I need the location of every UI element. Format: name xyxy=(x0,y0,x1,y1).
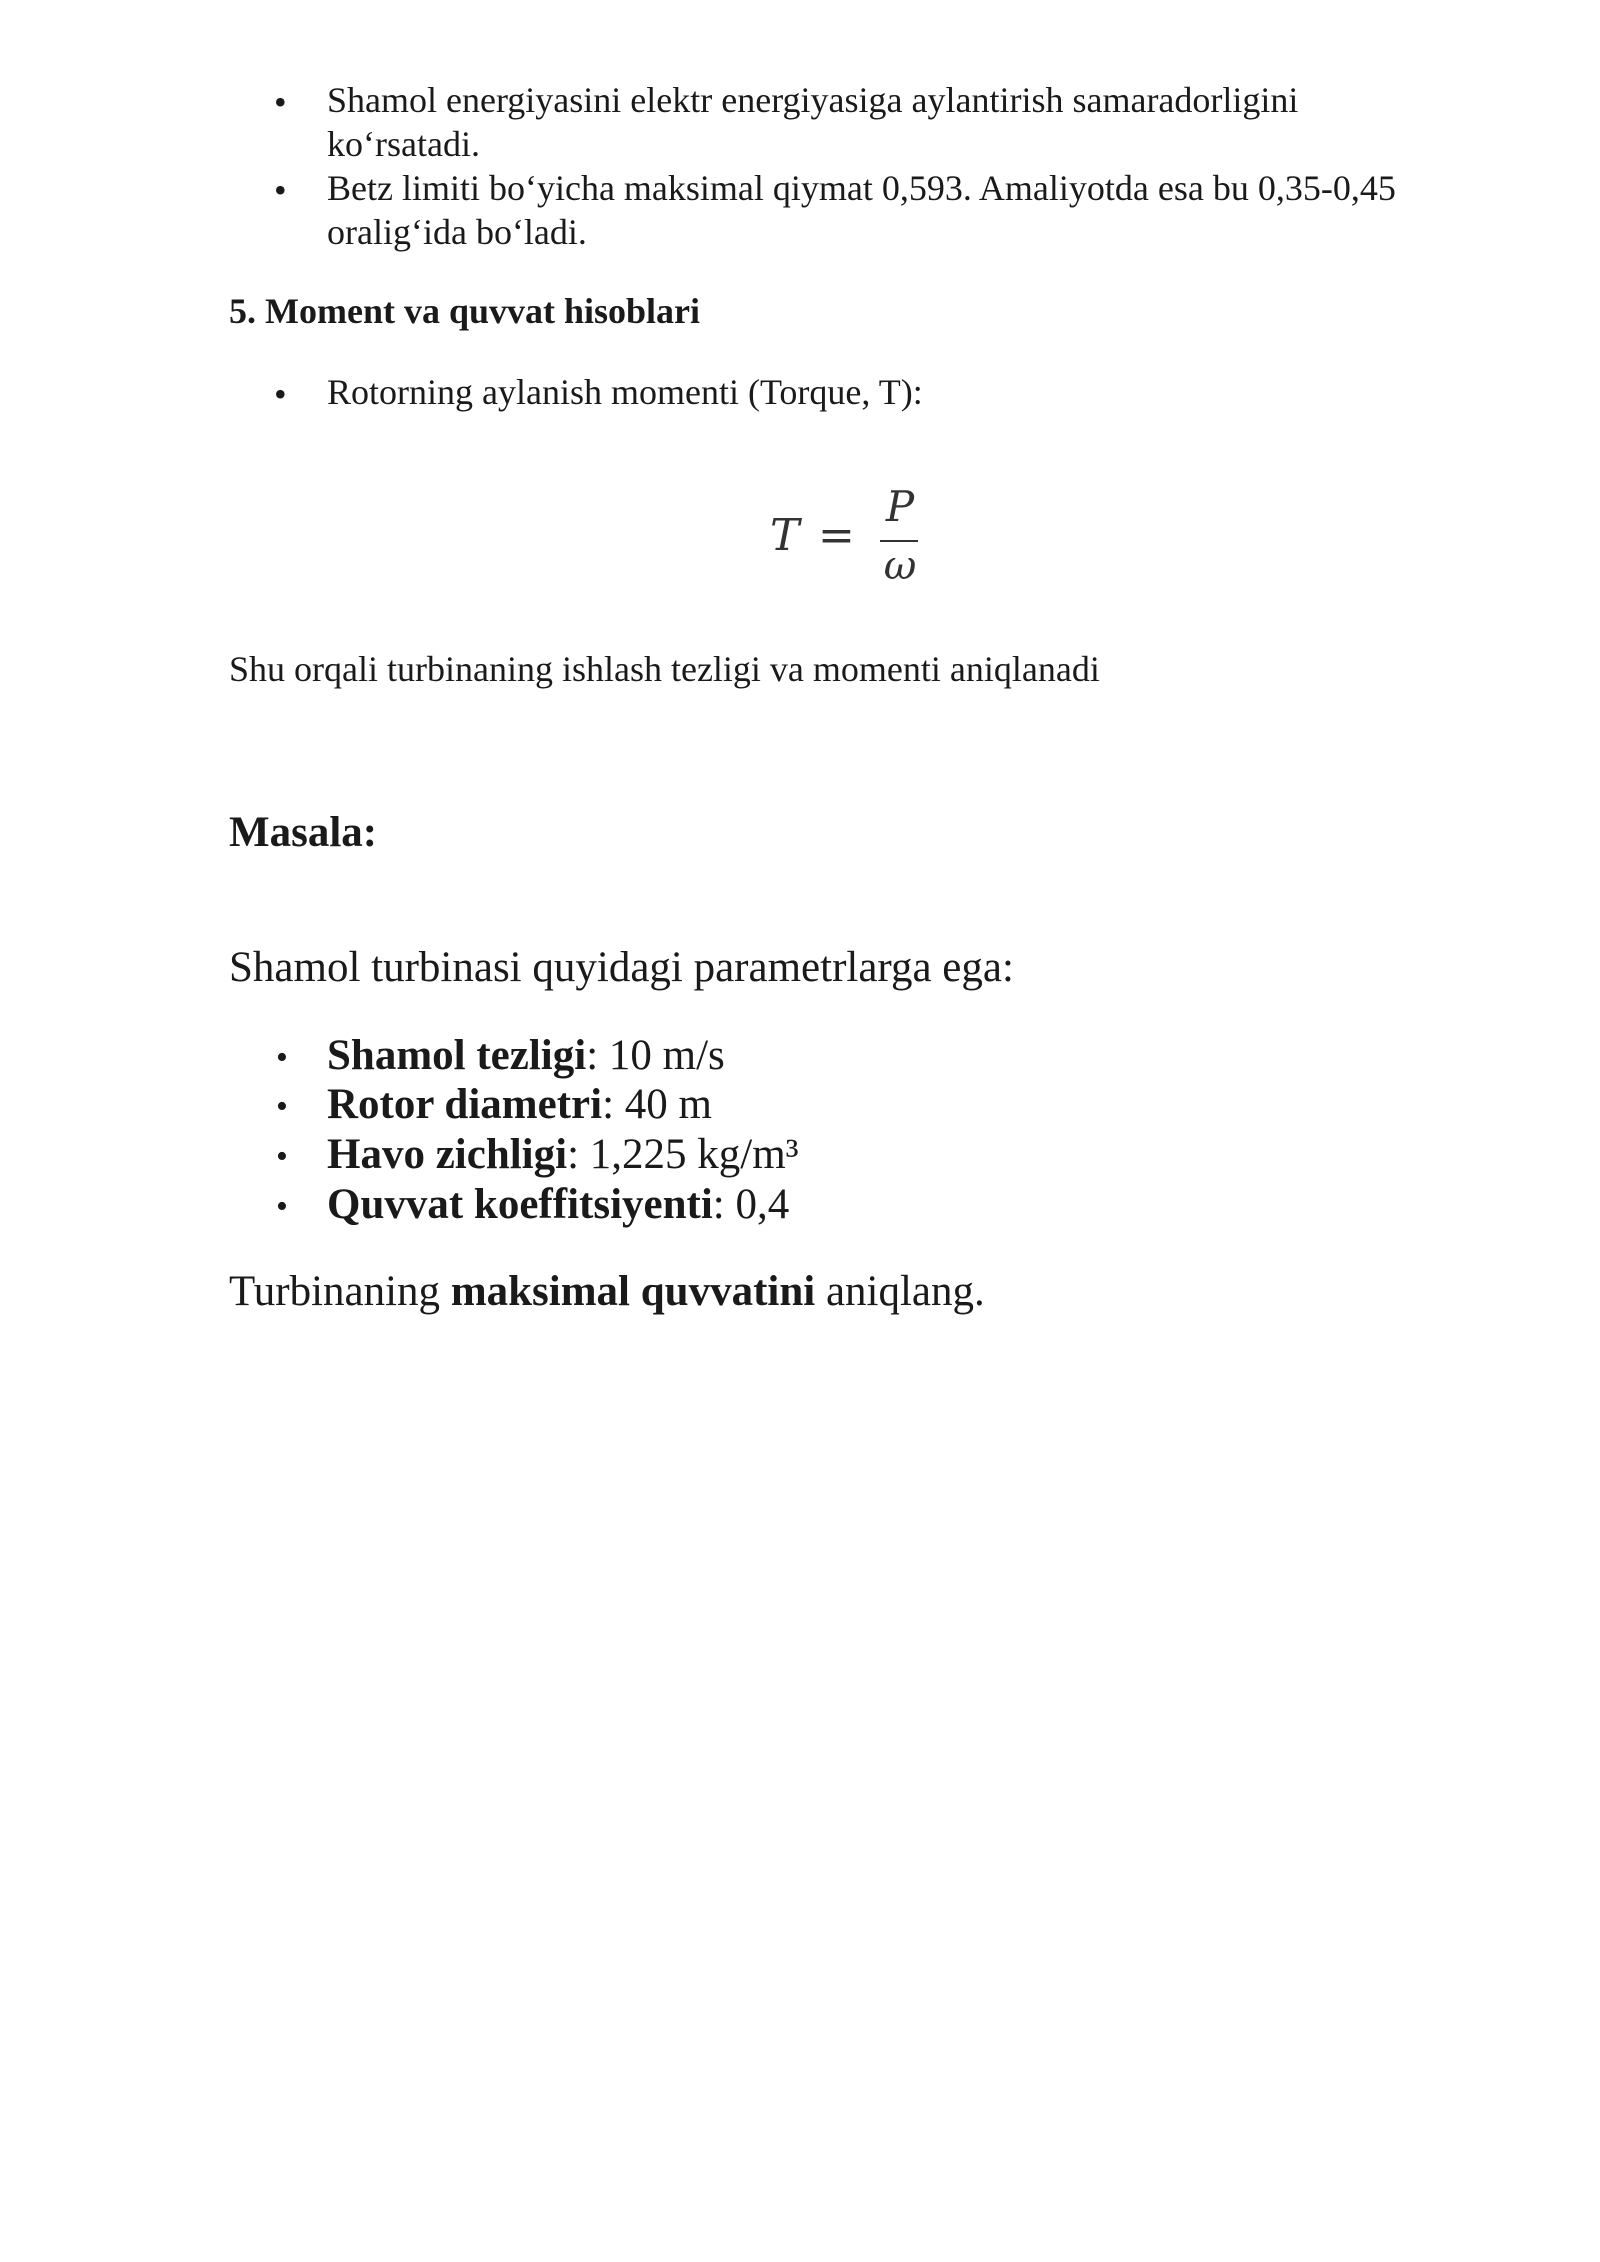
intro-bullet-2-line2: oralig‘ida bo‘ladi. xyxy=(327,212,587,252)
param-label: Shamol tezligi xyxy=(327,1032,587,1079)
formula-numerator: P xyxy=(885,482,915,531)
section-title: 5. Moment va quvvat hisoblari xyxy=(229,291,701,331)
param-item xyxy=(327,1180,789,1230)
intro-bullet-2-line1: Betz limiti bo‘yicha maksimal qiymat 0,593. Amaliyotda esa bu 0,35-0,45 xyxy=(327,168,1396,208)
intro-bullet-1-line1: Shamol energiyasini elektr energiyasiga aylantirish samaradorligini xyxy=(327,80,1299,120)
param-item xyxy=(327,1130,799,1180)
param-label: Quvvat koeffitsiyenti xyxy=(327,1181,713,1228)
bullet-marker: • xyxy=(274,374,287,414)
formula-denominator: ω xyxy=(883,543,917,589)
masala-intro: Shamol turbinasi quyidagi parametrlarga ega: xyxy=(229,944,1014,991)
torque-formula xyxy=(770,484,920,594)
intro-bullet-1 xyxy=(327,78,1507,166)
bullet-marker: • xyxy=(276,1138,288,1175)
bullet-marker: • xyxy=(276,1039,288,1076)
masala-heading: Masala: xyxy=(229,809,378,856)
question-emphasis: maksimal quvvatini xyxy=(450,1268,816,1315)
section-note: Shu orqali turbinaning ishlash tezligi va momenti aniqlanadi xyxy=(229,649,1100,689)
formula-equals: = xyxy=(818,510,855,561)
bullet-marker: • xyxy=(276,1088,288,1125)
bullet-marker: • xyxy=(274,170,287,210)
bullet-marker: • xyxy=(274,82,287,122)
section-bullet-torque: Rotorning aylanish momenti (Torque, T): xyxy=(327,372,923,412)
formula-lhs: T xyxy=(770,510,800,561)
bullet-marker: • xyxy=(276,1188,288,1225)
param-label: Havo zichligi xyxy=(327,1131,568,1178)
masala-question xyxy=(229,1267,985,1317)
param-value: : 10 m/s xyxy=(586,1032,725,1079)
param-value: : 1,225 kg/m³ xyxy=(567,1131,799,1178)
param-item xyxy=(327,1080,712,1130)
intro-bullet-1-line2: ko‘rsatadi. xyxy=(327,124,480,164)
param-value: : 40 m xyxy=(602,1081,712,1128)
question-text-after: aniqlang. xyxy=(815,1268,985,1315)
param-value: : 0,4 xyxy=(712,1181,790,1228)
param-item xyxy=(327,1031,725,1081)
intro-bullet-2 xyxy=(327,166,1507,254)
question-text-before: Turbinaning xyxy=(229,1268,451,1315)
param-label: Rotor diametri xyxy=(327,1081,603,1128)
